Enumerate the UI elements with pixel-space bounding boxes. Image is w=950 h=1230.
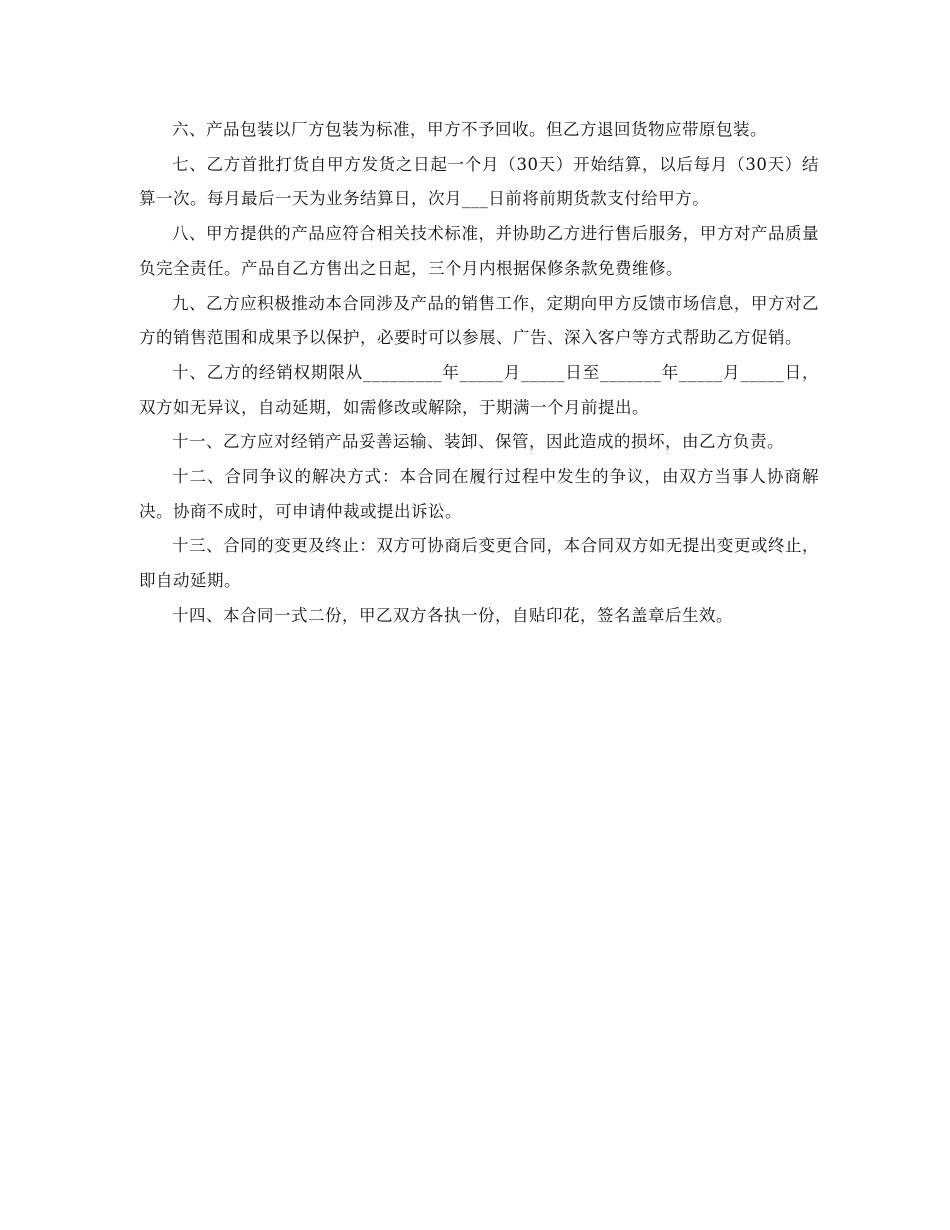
clause-6: 六、产品包装以厂方包装为标准，甲方不予回收。但乙方退回货物应带原包装。 xyxy=(172,120,767,139)
clause-13: 十三、合同的变更及终止：双方可协商后变更合同，本合同双方如无提出变更或终止，即自动延期。 xyxy=(139,536,819,591)
clause-14: 十四、本合同一式二份，甲乙双方各执一份，自贴印花，签名盖章后生效。 xyxy=(172,605,733,625)
clause-9: 九、乙方应积极推动本合同涉及产品的销售工作，定期向甲方反馈市场信息，甲方对乙方的销售范围和成果予以保护，必要时可以参展、广告、深入客户等方式帮助乙方促销。 xyxy=(139,293,819,348)
clause-11: 十一、乙方应对经销产品妥善运输、装卸、保管，因此造成的损坏，由乙方负责。 xyxy=(172,432,784,452)
clause-8: 八、甲方提供的产品应符合相关技术标准，并协助乙方进行售后服务，甲方对产品质量负完全责任。产品自乙方售出之日起，三个月内根据保修条款免费维修。 xyxy=(139,224,819,278)
clause-12: 十二、合同争议的解决方式：本合同在履行过程中发生的争议，由双方当事人协商解决。协商不成时，可申请仲裁或提出诉讼。 xyxy=(139,467,819,521)
clause-10: 十、乙方的经销权期限从_________年_____月_____日至_______年_____月_____日，双方如无异议，自动延期，如需修改或解除，于期满一个月前提出。 xyxy=(139,362,819,417)
document-body xyxy=(139,113,819,634)
clause-7: 七、乙方首批打货自甲方发货之日起一个月（30天）开始结算，以后每月（30天）结算一次。每月最后一天为业务结算日，次月___日前将前期货款支付给甲方。 xyxy=(139,154,819,209)
